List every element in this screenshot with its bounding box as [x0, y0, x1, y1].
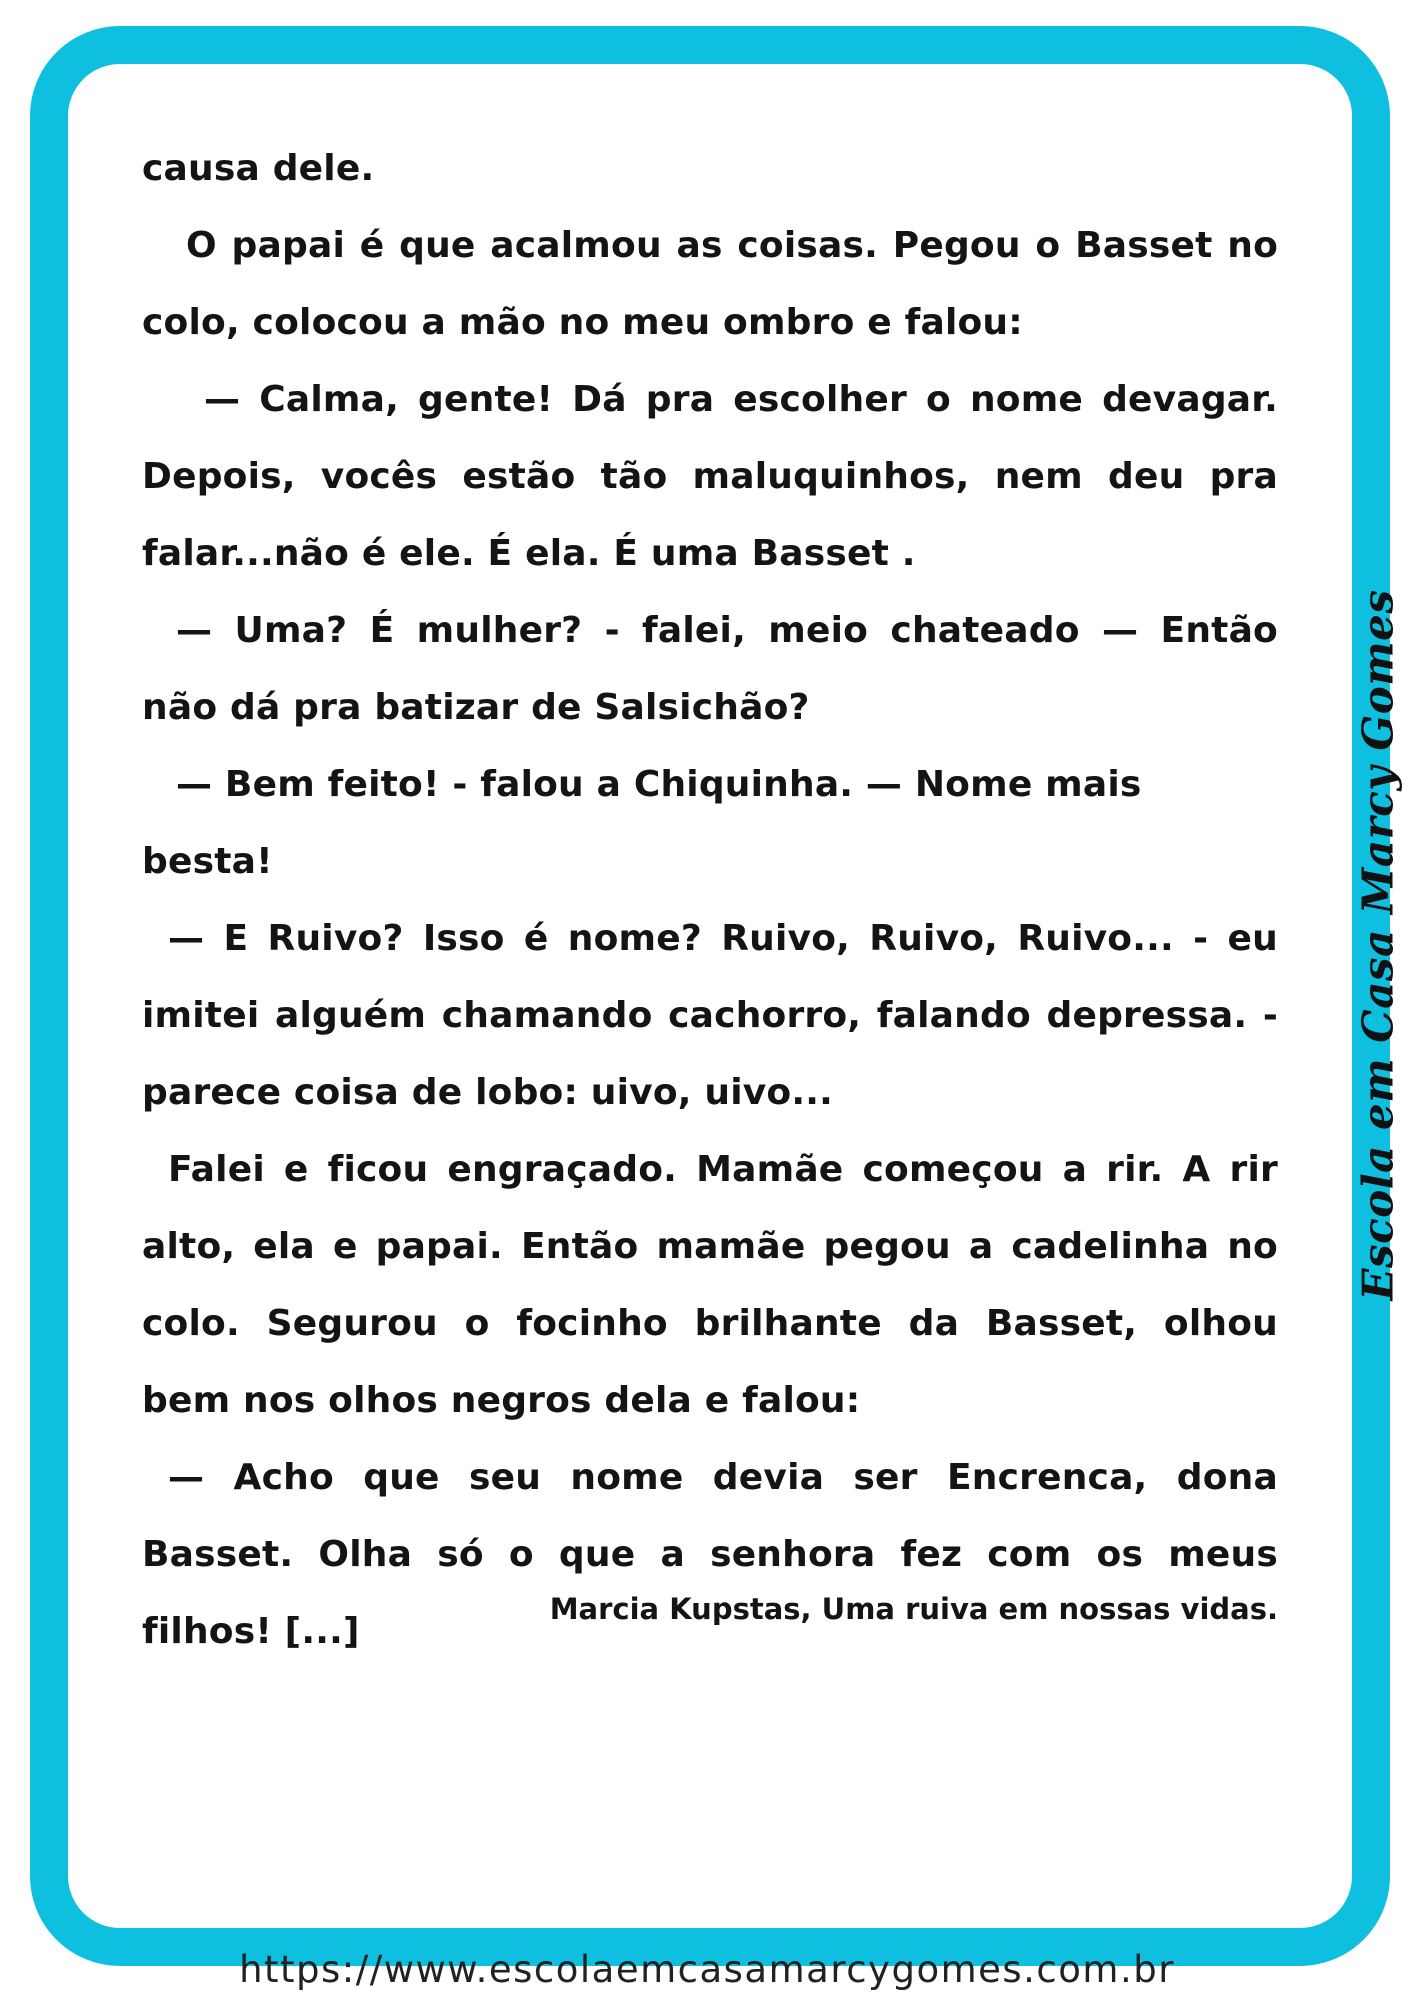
paragraph-4: — Uma? É mulher? - falei, meio chateado — Então não dá pra batizar de Salsichão?	[142, 610, 1278, 728]
paragraph-6: — E Ruivo? Isso é nome? Ruivo, Ruivo, Ruivo... - eu imitei alguém chamando cachorro, falando depressa. - parece coisa de lobo: uivo, uivo...	[142, 918, 1278, 1113]
paragraph-1: causa dele.	[142, 148, 375, 189]
paragraph-8: — Acho que seu nome devia ser Encrenca, dona Basset. Olha só o que a senhora fez com os meus filhos! [...]	[142, 1457, 1278, 1652]
side-brand-watermark: Escola em Casa Marcy Gomes	[1353, 589, 1403, 1301]
footer-url-link[interactable]: https://www.escolaemcasamarcygomes.com.br	[239, 1948, 1175, 1991]
story-text	[142, 130, 1278, 1670]
source-attribution: Marcia Kupstas, Uma ruiva em nossas vidas.	[549, 1592, 1278, 1626]
paragraph-2: O papai é que acalmou as coisas. Pegou o Basset no colo, colocou a mão no meu ombro e falou:	[142, 225, 1278, 343]
paragraph-7: Falei e ficou engraçado. Mamãe começou a rir. A rir alto, ela e papai. Então mamãe pegou a cadelinha no colo. Segurou o focinho brilhante da Basset, olhou bem nos olhos negros dela e falou:	[142, 1149, 1278, 1421]
paragraph-3: — Calma, gente! Dá pra escolher o nome devagar. Depois, vocês estão tão maluquinhos, nem deu pra falar...não é ele. É ela. É uma Basset .	[142, 379, 1278, 574]
paragraph-5: — Bem feito! - falou a Chiquinha. — Nome mais besta!	[142, 764, 1142, 882]
